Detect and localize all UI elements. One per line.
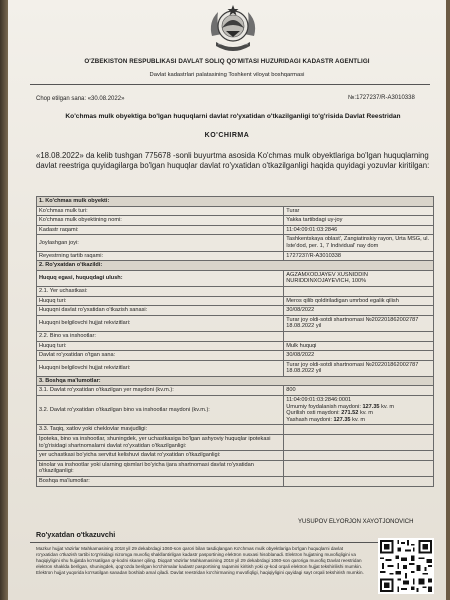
row-label: 2.2. Bino va inshootlar:: [37, 331, 284, 341]
document-title: Ko'chmas mulk obyektiga bo'lgan huquqlarni davlat ro'yxatidan o'tkazilganligi to'g'risida Davlat Reestridan: [65, 113, 401, 120]
printed-date: Chop etilgan sana: «30.08.2022»: [36, 96, 125, 102]
footprint-area-value: 271.52: [341, 410, 359, 417]
row-label: Kadastr raqami:: [37, 225, 284, 235]
row-label: Ko'chmas mulk obyektining nomi:: [37, 216, 284, 226]
total-area-unit: kv. m: [379, 403, 395, 410]
footprint-area-label: Qurilish osti maydoni:: [286, 410, 342, 417]
table-row: [37, 206, 434, 216]
footprint-area-unit: kv. m: [358, 410, 373, 417]
row-label: Huquqni belgilovchi hujjat rekvizitlari:: [37, 360, 284, 376]
footprint-area-line: [286, 410, 431, 417]
row-label: binolar va inshootlar yoki ularning qismlari bo'yicha ijara shartnomasi davlat ro'yxatidan o'tkazilganligi:: [37, 460, 284, 476]
section-title: 3. Boshqa ma'lumotlar:: [37, 376, 434, 386]
table-row: [37, 235, 434, 251]
living-area-line: [286, 417, 431, 424]
table-row: [37, 360, 434, 376]
header-divider: [30, 84, 430, 85]
table-row: [37, 251, 434, 261]
table-row: [37, 451, 434, 461]
row-value: Yakka tartibdagi uy-joy: [284, 216, 434, 226]
document-type: KO'CHIRMA: [204, 132, 250, 139]
section-title: 1. Ko'chmas mulk obyekti:: [37, 197, 434, 207]
row-label: Huquq turi:: [37, 296, 284, 306]
row-value: 30/08/2022: [284, 306, 434, 316]
document-page: [8, 0, 446, 600]
living-area-unit: kv. m: [350, 416, 366, 423]
row-label: Ko'chmas mulk turi:: [37, 206, 284, 216]
row-value: [284, 331, 434, 341]
row-label: 3.1. Davlat ro'yxatidan o'tkazilgan yer maydoni (kv.m.):: [37, 386, 284, 396]
intro-paragraph: «18.08.2022» da kelib tushgan 775678 -sonli buyurtma asosida Ko'chmas mulk obyektlariga bo'lgan huquqlarning davlat reestriga quyidagilarga bo'lgan huquqlar davlat ro'yxatidan o'tkazilganligi haqida quyidagi yozuvlar kiritilgan:: [36, 151, 430, 171]
registry-table: [36, 196, 434, 487]
table-row: [37, 225, 434, 235]
row-label: Huquqni belgilovchi hujjat rekvizitlari:: [37, 315, 284, 331]
legal-footnote: Mazkur hujjat Vazirlar Mahkamasining 2018 yil 29 dekabrdagi 1060-son qarori bilan tasdiqlangan Ko'chmas mulk obyektlariga bo'lgan huquqlarni davlat ro'yxatidan o'tkazish tartibi to'g'risidagi nizomga muvofiq shakllantirilgan kadastr pasportining elektron nusxasi hisoblanadi. Elektron hujjatning muvofiqligini va haqiqiyligini shu hujjatda ko'rsatilgan qr-kodni skaner qiling. Diqqat! Vazirlar Mahkamasining 2018 yil 29 dekabrdagi 1060-son qaroriga muvofiq Davlat reestridan elektron shaklda berilgan, shuningdek, qog'ozda berilgan ko'chirmalar kadastr pasportining raqamini kiritish yoki qr-kod orqali elektron hujjat tekshirilishi mumkin. Elektron hujjat yuqorida ko'rsatilgan sanadan boshlab amal qiladi. Davlat reestridan ko'chirmaning muvofiqligi, haqiqiyligini quyidagi sayt orqali tekshirish mumkin.: [36, 546, 364, 575]
section-title: 2. Ro'yxatdan o'tkazildi:: [37, 261, 434, 271]
table-row: [37, 396, 434, 425]
row-value: Turar: [284, 206, 434, 216]
table-row: [37, 296, 434, 306]
total-area-value: 127.35: [362, 403, 380, 410]
row-value: Meros qilib qoldiriladigan umrbod egalik qilish: [284, 296, 434, 306]
table-row: [37, 351, 434, 361]
row-label: Joylashgan joyi:: [37, 235, 284, 251]
row-value: 11:04:09:01:03:2846: [284, 225, 434, 235]
row-value: Mulk huquqi: [284, 341, 434, 351]
registrar-role: Ro'yxatdan o'tkazuvchi: [36, 530, 116, 539]
row-label: 3.2. Davlat ro'yxatidan o'tkazilgan bino va inshootlar maydoni (kv.m.):: [37, 396, 284, 425]
row-label: Boshqa ma'lumotlar:: [37, 477, 284, 487]
qr-code-icon[interactable]: [378, 538, 434, 594]
table-row: [37, 270, 434, 286]
row-label: Ipoteka, bino va inshootlar, shuningdek, yer uchastkasiga bo'lgan ashyoviy huquqlar ipotekasi to'g'risidagi shartnomalarni davlat ro'yxatidan o'tkazilganligi:: [37, 435, 284, 451]
table-row: [37, 386, 434, 396]
agency-name: O'ZBEKISTON RESPUBLIKASI DAVLAT SOLIQ QO'MITASI HUZURIDAGI KADASTR AGENTLIGI: [84, 58, 370, 65]
footer-divider: [30, 542, 430, 543]
row-value: 800: [284, 386, 434, 396]
living-area-value: 127.35: [333, 416, 351, 423]
table-row: [37, 425, 434, 435]
building-cadastre-number: 11:04:09:01:03:2846:0001: [286, 397, 352, 404]
row-value: Turar joy oldi-sotdi shartnomasi №202201862002787 18.08.2022 yil: [284, 360, 434, 376]
row-value: [284, 451, 434, 461]
total-area-label: Umumiy foydalanish maydoni:: [286, 403, 363, 410]
table-row: [37, 286, 434, 296]
registry-number: №:1727237/R-A3010338: [348, 95, 415, 101]
row-label: 2.1. Yer uchastkasi:: [37, 286, 284, 296]
row-value: [284, 460, 434, 476]
row-label: Davlat ro'yxatidan o'tgan sana:: [37, 351, 284, 361]
row-label: Huquq turi:: [37, 341, 284, 351]
table-row: [37, 341, 434, 351]
registrar-name: YUSUPOV ELYORJON XAYOTJONOVICH: [298, 519, 414, 525]
table-row: [37, 306, 434, 316]
table-row: [37, 460, 434, 476]
table-row: [37, 435, 434, 451]
table-row: [37, 315, 434, 331]
row-value: [284, 477, 434, 487]
row-value: 1727237/R-A3010338: [284, 251, 434, 261]
row-value: [284, 435, 434, 451]
row-value: [284, 286, 434, 296]
row-label: Huquq egasi, huquqdagi ulush:: [37, 270, 284, 286]
branch-name: Davlat kadastrlari palatasining Toshkent viloyat boshqarmasi: [149, 72, 305, 78]
row-label: yer uchastkasi bo'yicha servitut kelishuvi davlat ro'yxatidan o'tkazilganligi:: [37, 451, 284, 461]
row-label: 3.3. Taqiq, xatlov yoki cheklovlar mavjudligi:: [37, 425, 284, 435]
total-area-line: [286, 404, 431, 411]
row-value: Tashkentskaya oblast', Zangiatinskiy rayon, Urta MSG, ul. Iste'dod, per. 1, 7 Individual' nay dom: [284, 235, 434, 251]
row-label: Huquqni davlat ro'yxatidan o'tkazish sanasi:: [37, 306, 284, 316]
building-area-values: [284, 396, 434, 425]
living-area-label: Yashash maydoni:: [286, 416, 334, 423]
state-emblem-icon: [204, 2, 262, 54]
table-row: [37, 216, 434, 226]
table-row: [37, 331, 434, 341]
row-value: AGZAMXODJAYEV XUSNIDDIN NURIDDINXOJAYEVICH, 100%: [284, 270, 434, 286]
row-label: Reyestrning tartib raqami:: [37, 251, 284, 261]
table-row: [37, 477, 434, 487]
row-value: 30/08/2022: [284, 351, 434, 361]
row-value: [284, 425, 434, 435]
photo-background-edge: [0, 0, 8, 600]
row-value: Turar joy oldi-sotdi shartnomasi №202201862002787 18.08.2022 yil: [284, 315, 434, 331]
